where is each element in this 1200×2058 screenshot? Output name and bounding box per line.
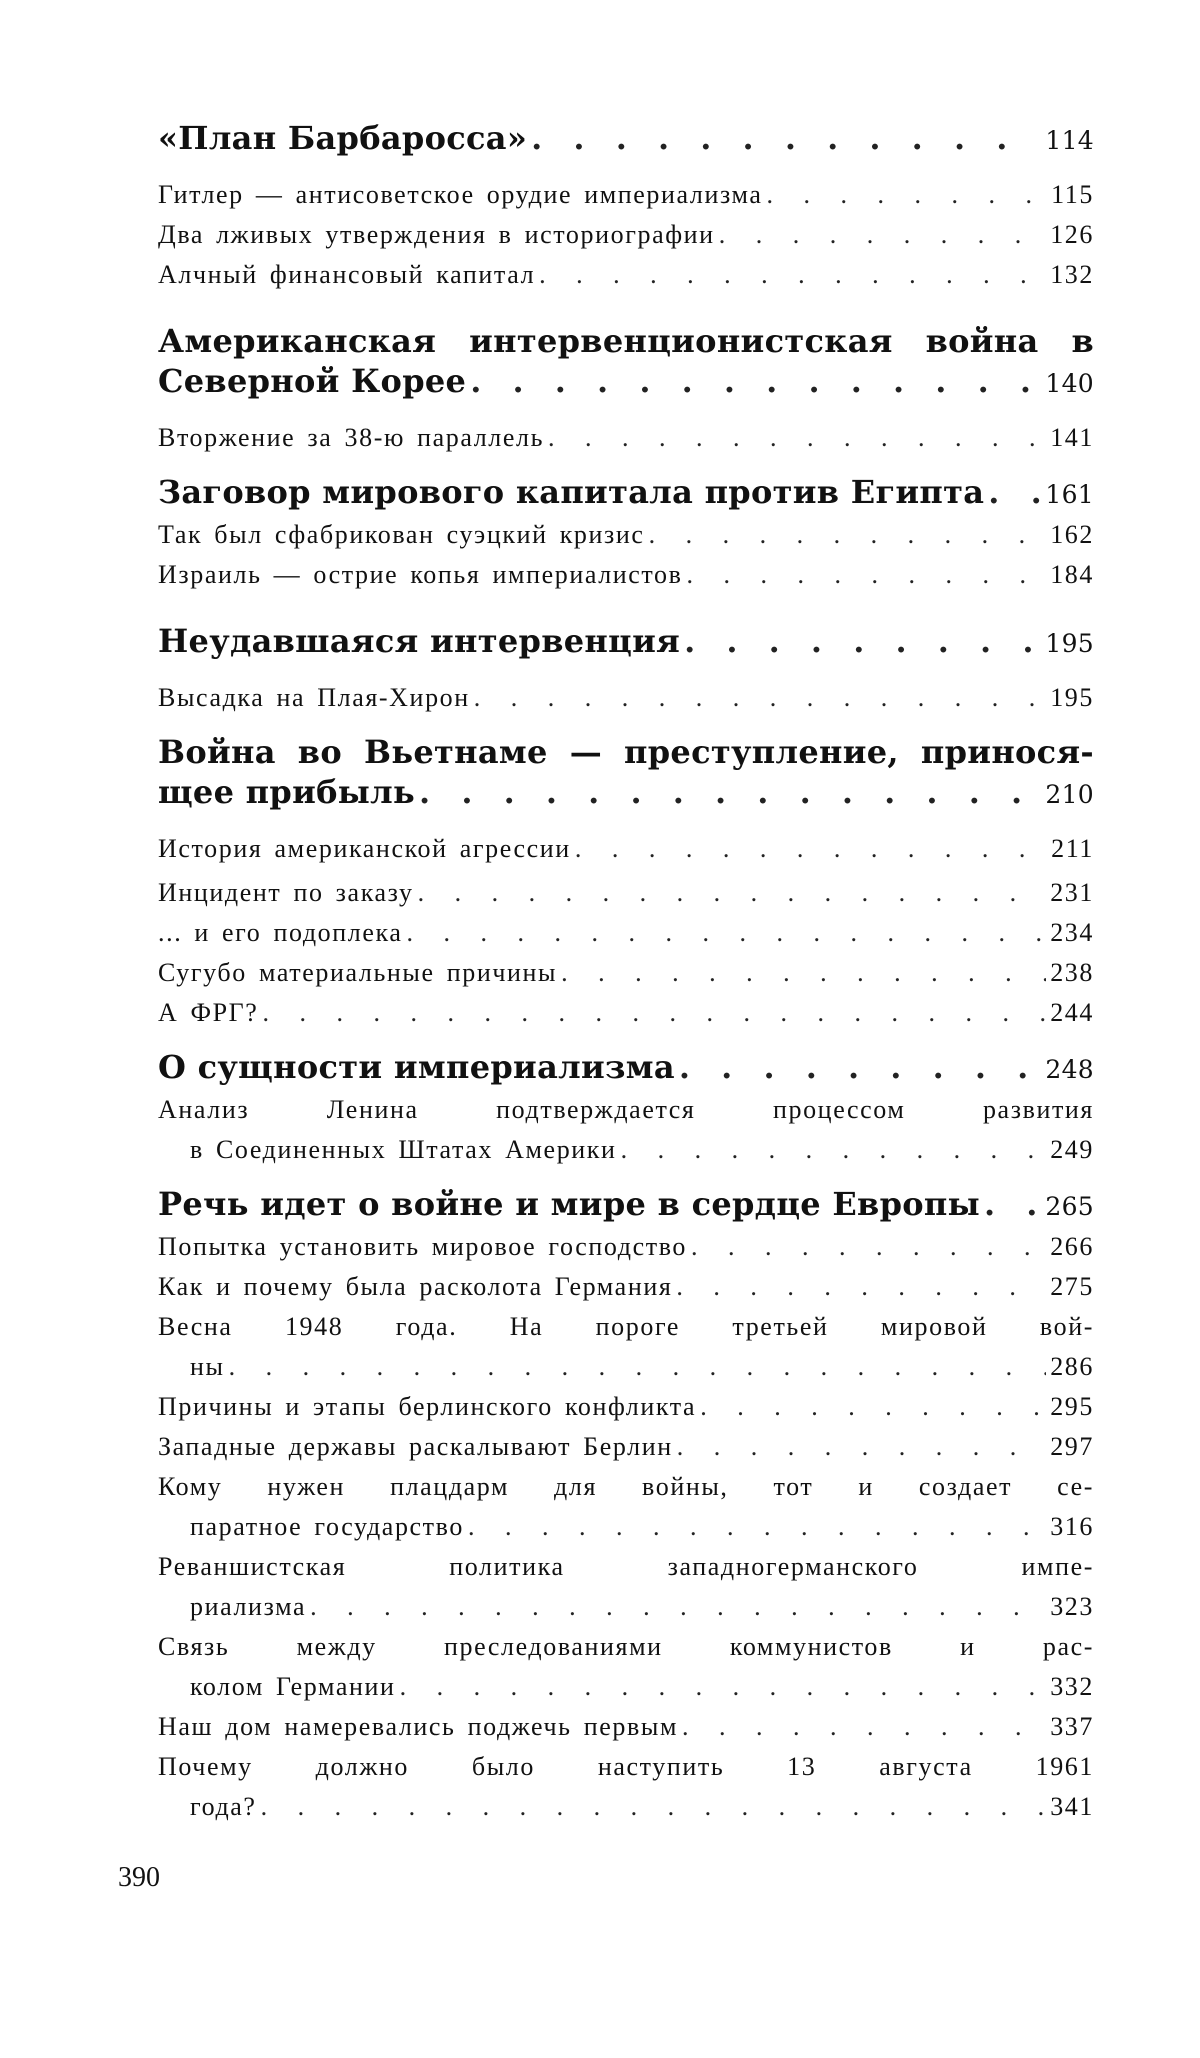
toc-item-label-line2: в Соединенных Штатах Америки [190,1135,617,1164]
page-number: 211 [1051,834,1094,863]
toc-item [158,1307,1094,1387]
toc-item-label: История американской агрессии [158,834,571,863]
toc-item [158,873,1094,913]
leader-dots [262,993,1046,1033]
toc-item-label: Алчный финансовый капитал [158,260,536,289]
chapter-title: О сущности империализма [158,1048,675,1086]
leader-dots [229,1347,1047,1387]
page-number: 248 [1045,1055,1094,1084]
toc-item [158,1427,1094,1467]
toc-item-label: Два лживых утверждения в историографии [158,220,715,249]
toc-item [158,1547,1094,1627]
toc-item-label-line1: Кому нужен плацдарм для войны, тот и создает се- [158,1472,1094,1501]
leader-dots [531,118,1041,158]
leader-dots [676,1267,1046,1307]
toc-item-label: Как и почему была расколота Германия [158,1272,673,1301]
toc-item [158,555,1094,595]
toc-item [158,993,1094,1033]
page-number: 286 [1050,1352,1094,1381]
page-number: 115 [1051,180,1094,209]
table-of-contents [158,118,1094,1827]
leader-dots [261,1787,1047,1827]
toc-item-line2-row [158,1507,1094,1547]
chapter-entry [158,1047,1094,1090]
leader-dots [682,1707,1046,1747]
toc-item-label: Инцидент по заказу [158,878,414,907]
toc-item-label: Так был сфабрикован суэцкий кризис [158,520,645,549]
toc-item [158,1267,1094,1307]
folio-page-number: 390 [118,1862,160,1893]
leader-dots [988,472,1041,512]
leader-dots [677,1427,1046,1467]
toc-item-line2-row [158,1587,1094,1627]
chapter-entry [158,118,1094,161]
toc-item [158,913,1094,953]
toc-item [158,829,1094,869]
page-number: 249 [1050,1135,1094,1164]
toc-item [158,1387,1094,1427]
chapter-title-line2: щее прибыль [158,773,416,811]
chapter-title: Заговор мирового капитала против Египта [158,473,985,511]
toc-item-label-line1: Связь между преследованиями коммунистов и рас- [158,1632,1094,1661]
page-number: 297 [1050,1432,1094,1461]
page-number: 126 [1050,220,1094,249]
toc-item-label: Причины и этапы берлинского конфликта [158,1392,697,1421]
chapter-title-line1: Американская интервенционистская война в [158,322,1094,360]
leader-dots [561,953,1046,993]
toc-item [158,515,1094,555]
page-number: 210 [1045,780,1094,809]
page-number: 234 [1050,918,1094,947]
page-number: 231 [1050,878,1094,907]
toc-item [158,1707,1094,1747]
toc-item-label-line1: Почему должно было наступить 13 августа 1961 [158,1752,1094,1781]
page-number: 238 [1050,958,1094,987]
toc-item [158,678,1094,718]
toc-item [158,418,1094,458]
chapter-entry [158,472,1094,515]
leader-dots [548,418,1046,458]
page-number: 195 [1045,629,1094,658]
leader-dots [691,1227,1046,1267]
toc-item-label: Гитлер — антисоветское орудие империализма [158,180,763,209]
chapter-entry [158,1184,1094,1227]
toc-item [158,215,1094,255]
toc-item [158,1467,1094,1547]
leader-dots [621,1130,1047,1170]
toc-item [158,1090,1094,1170]
leader-dots [400,1667,1047,1707]
chapter-title: Неудавшаяся интервенция [158,622,681,660]
leader-dots [984,1184,1041,1224]
chapter-title: Речь идет о войне и мире в сердце Европы [158,1185,980,1223]
toc-item [158,255,1094,295]
page-number: 323 [1050,1592,1094,1621]
toc-item-line2-row [158,1130,1094,1170]
leader-dots [719,215,1046,255]
toc-item-line2-row [158,1787,1094,1827]
page-number: 195 [1050,683,1094,712]
toc-item [158,953,1094,993]
toc-item [158,1627,1094,1707]
leader-dots [418,873,1047,913]
page-number: 275 [1050,1272,1094,1301]
toc-item-label: ... и его подоплека [158,918,403,947]
page-number: 184 [1050,560,1094,589]
leader-dots [700,1387,1046,1427]
toc-item-label: Высадка на Плая-Хирон [158,683,470,712]
page-number: 114 [1045,126,1094,155]
toc-item-label-line2: риализма [190,1592,307,1621]
toc-item-label: Израиль — острие копья империалистов [158,560,683,589]
chapter-entry [158,732,1094,815]
toc-item-label-line1: Реваншистская политика западногерманского импе- [158,1552,1094,1581]
chapter-entry [158,321,1094,404]
chapter-entry [158,621,1094,664]
leader-dots [470,361,1041,401]
page-number: 140 [1045,369,1094,398]
chapter-title: «План Барбаросса» [158,119,528,157]
toc-item-label: Западные державы раскалывают Берлин [158,1432,673,1461]
toc-item-label: Наш дом намеревались поджечь первым [158,1712,678,1741]
leader-dots [474,678,1046,718]
page-number: 295 [1050,1392,1094,1421]
chapter-title-line2: Северной Корее [158,362,467,400]
page-number: 337 [1050,1712,1094,1741]
page-number: 244 [1050,998,1094,1027]
chapter-title-line1: Война во Вьетнаме — преступление, принося- [158,733,1094,771]
leader-dots [468,1507,1046,1547]
toc-item-line2-row [158,1667,1094,1707]
toc-item-label: Попытка установить мировое господство [158,1232,688,1261]
leader-dots [649,515,1047,555]
page-number: 316 [1050,1512,1094,1541]
toc-item [158,1227,1094,1267]
toc-item-label-line1: Весна 1948 года. На пороге третьей мировой вой- [158,1312,1094,1341]
page-number: 161 [1045,480,1094,509]
toc-item-line2-row [158,1347,1094,1387]
chapter-title-line2-row [158,772,1094,815]
toc-item-label-line2: года? [190,1792,257,1821]
page-number: 266 [1050,1232,1094,1261]
toc-item [158,175,1094,215]
toc-item-label-line2: паратное государство [190,1512,464,1541]
leader-dots [684,621,1041,661]
leader-dots [679,1047,1042,1087]
page-number: 132 [1050,260,1094,289]
leader-dots [419,772,1041,812]
toc-item-label-line2: колом Германии [190,1672,396,1701]
toc-item [158,1747,1094,1827]
leader-dots [767,175,1048,215]
toc-item-label: Вторжение за 38-ю параллель [158,423,545,452]
leader-dots [687,555,1047,595]
page-number: 162 [1050,520,1094,549]
page-number: 265 [1045,1192,1094,1221]
chapter-title-line2-row [158,361,1094,404]
page-number: 341 [1050,1792,1094,1821]
page-number: 141 [1050,423,1094,452]
leader-dots [310,1587,1046,1627]
leader-dots [575,829,1047,869]
leader-dots [406,913,1046,953]
page-number: 332 [1050,1672,1094,1701]
toc-item-label-line1: Анализ Ленина подтверждается процессом развития [158,1095,1094,1124]
toc-item-label: Сугубо материальные причины [158,958,558,987]
toc-item-label: А ФРГ? [158,998,259,1027]
toc-item-label-line2: ны [190,1352,225,1381]
leader-dots [539,255,1046,295]
